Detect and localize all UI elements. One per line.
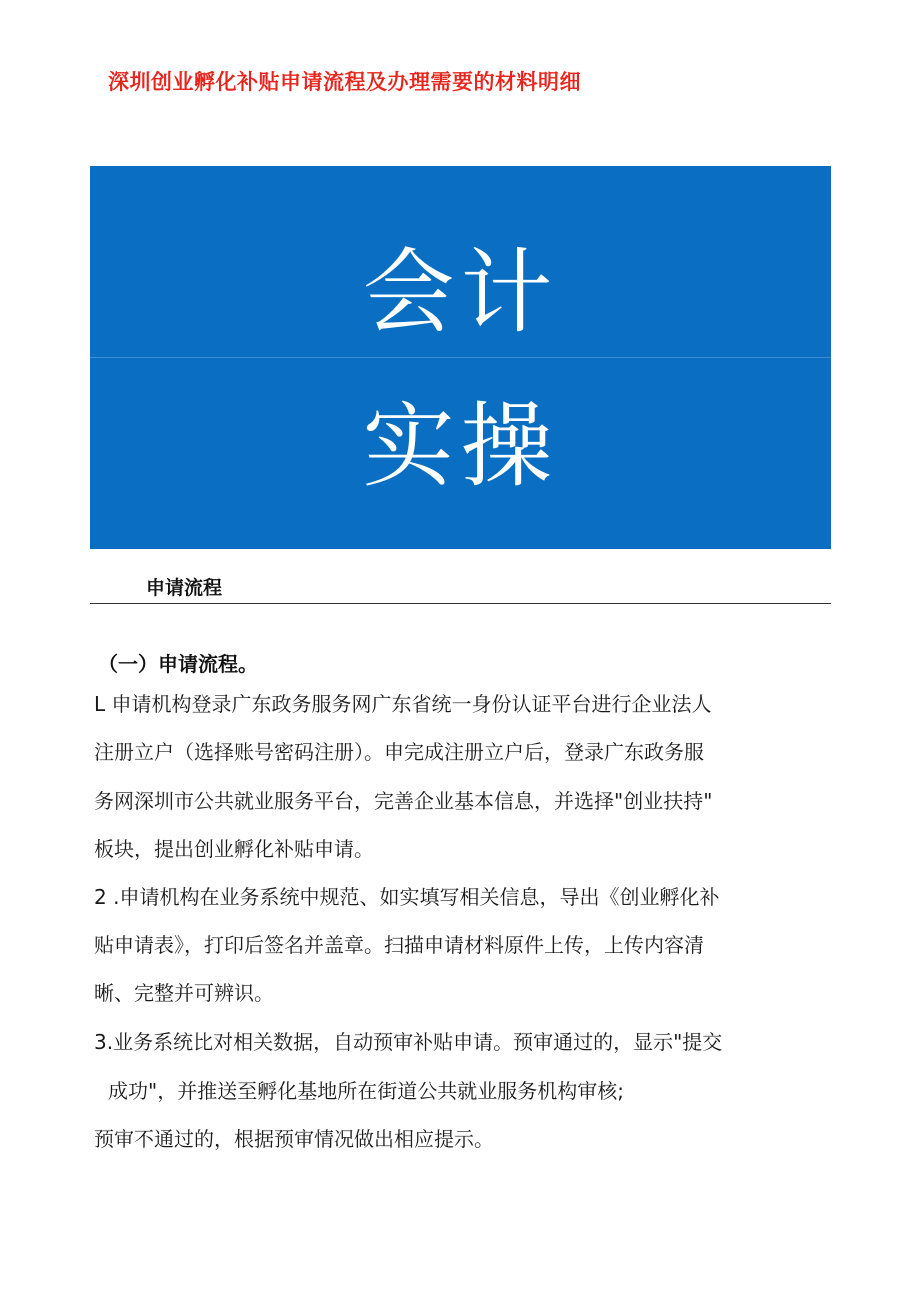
banner-divider xyxy=(90,357,831,358)
paragraph-line: 注册立户（选择账号密码注册）。申完成注册立户后，登录广东政务服 xyxy=(94,740,704,764)
document-title: 深圳创业孵化补贴申请流程及办理需要的材料明细 xyxy=(108,70,581,94)
section-heading: 申请流程 xyxy=(146,577,223,599)
paragraph-line: 3.业务系统比对相关数据，自动预审补贴申请。预审通过的，显示"提交 xyxy=(94,1030,723,1054)
subsection-heading: （一）申请流程。 xyxy=(98,652,258,676)
paragraph-line: 务网深圳市公共就业服务平台，完善企业基本信息，并选择"创业扶持" xyxy=(94,789,713,813)
paragraph-line: 板块，提出创业孵化补贴申请。 xyxy=(94,837,374,861)
paragraph-line: 贴申请表》，打印后签名并盖章。扫描申请材料原件上传，上传内容清 xyxy=(94,933,704,957)
banner-line-2: 实操 xyxy=(362,393,559,500)
banner xyxy=(90,166,831,549)
paragraph-line: L 申请机构登录广东政务服务网广东省统一身份认证平台进行企业法人 xyxy=(94,692,712,716)
banner-line-1: 会计 xyxy=(362,239,559,346)
paragraph-line: 2 .申请机构在业务系统中规范、如实填写相关信息，导出《创业孵化补 xyxy=(94,885,720,909)
paragraph-line: 晰、完整并可辨识。 xyxy=(94,981,274,1005)
paragraph-line: 预审不通过的，根据预审情况做出相应提示。 xyxy=(94,1127,494,1151)
paragraph-line: 成功"，并推送至孵化基地所在街道公共就业服务机构审核; xyxy=(108,1079,624,1103)
section-divider xyxy=(90,603,831,604)
